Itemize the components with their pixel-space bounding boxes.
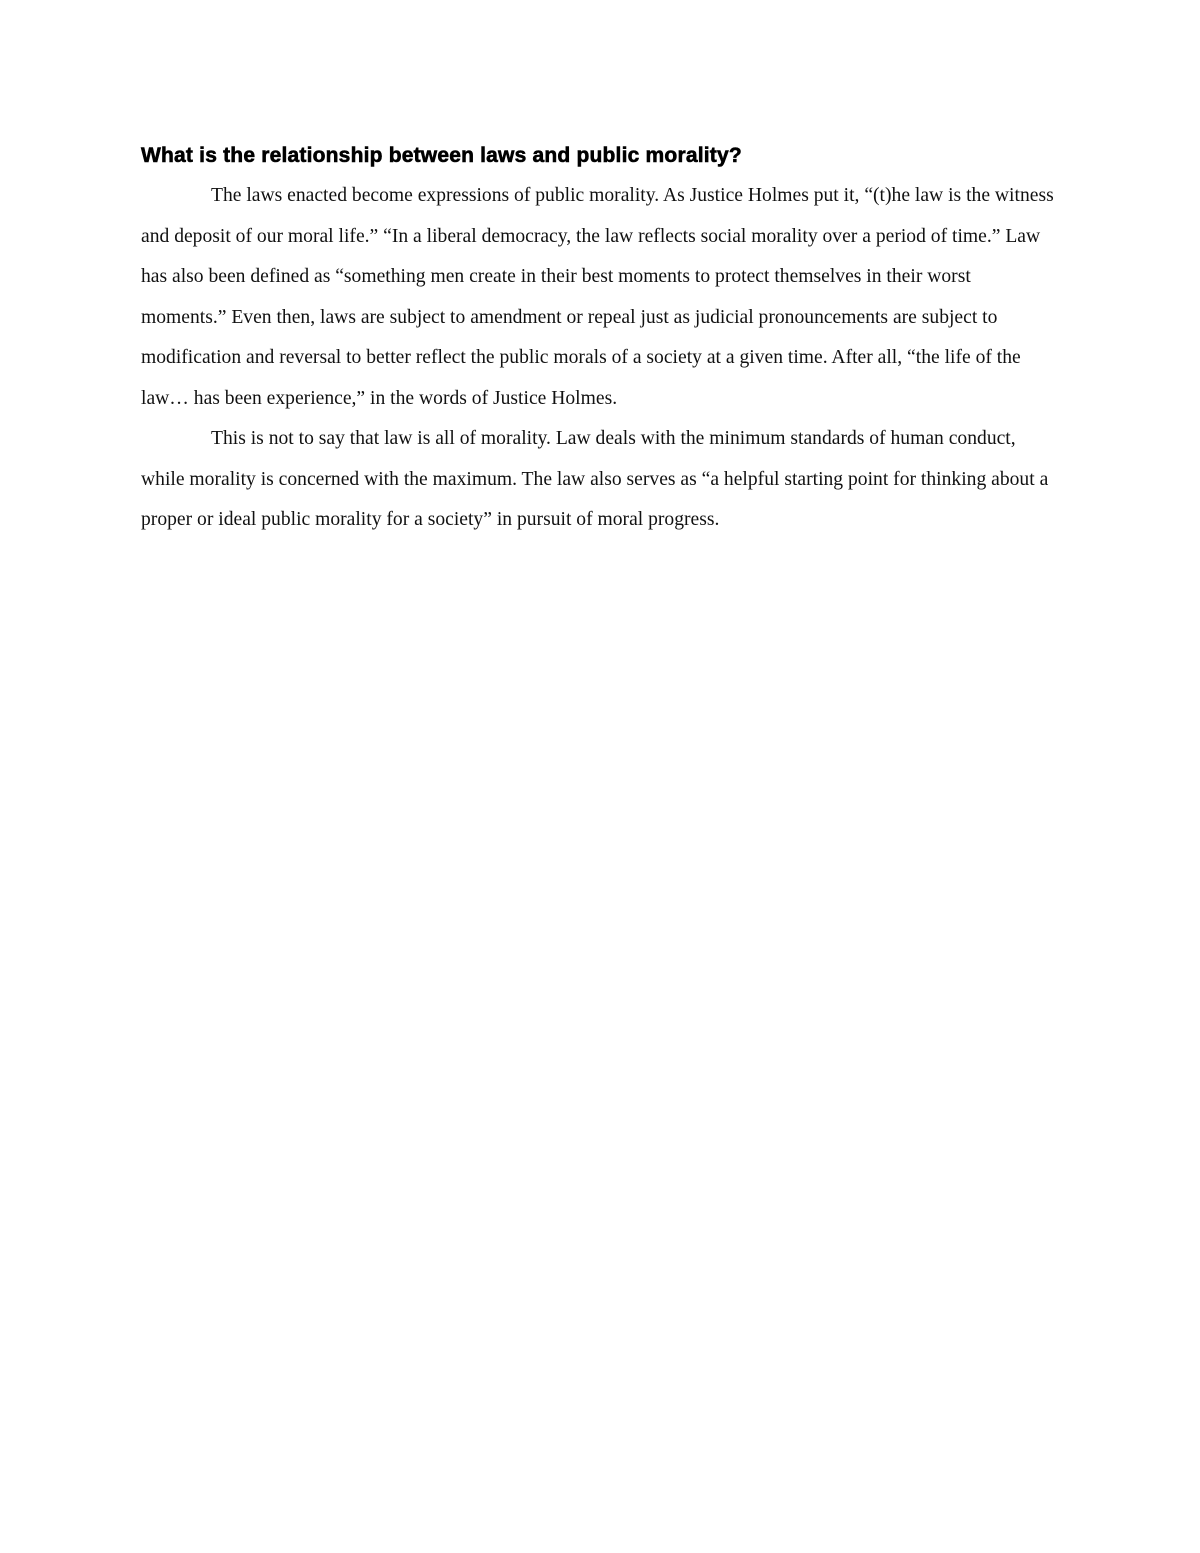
page-title: What is the relationship between laws and public morality? <box>141 144 742 167</box>
paragraph-law-not-all-of-morality: This is not to say that law is all of morality. Law deals with the minimum standards of human conduct, while morality is concerned with the maximum. The law also serves as “a helpful starting point for thinking about a proper or ideal public morality for a society” in pursuit of moral progress. <box>141 428 1049 530</box>
document-body <box>141 140 1061 541</box>
paragraph-laws-as-public-morality: The laws enacted become expressions of public morality. As Justice Holmes put it, “(t)he law is the witness and deposit of our moral life.” “In a liberal democracy, the law reflects social morality over a period of time.” Law has also been defined as “something men create in their best moments to protect themselves in their worst moments.” Even then, laws are subject to amendment or repeal just as judicial pronouncements are subject to modification and reversal to better reflect the public morals of a society at a given time. After all, “the life of the law… has been experience,” in the words of Justice Holmes. <box>141 185 1054 409</box>
